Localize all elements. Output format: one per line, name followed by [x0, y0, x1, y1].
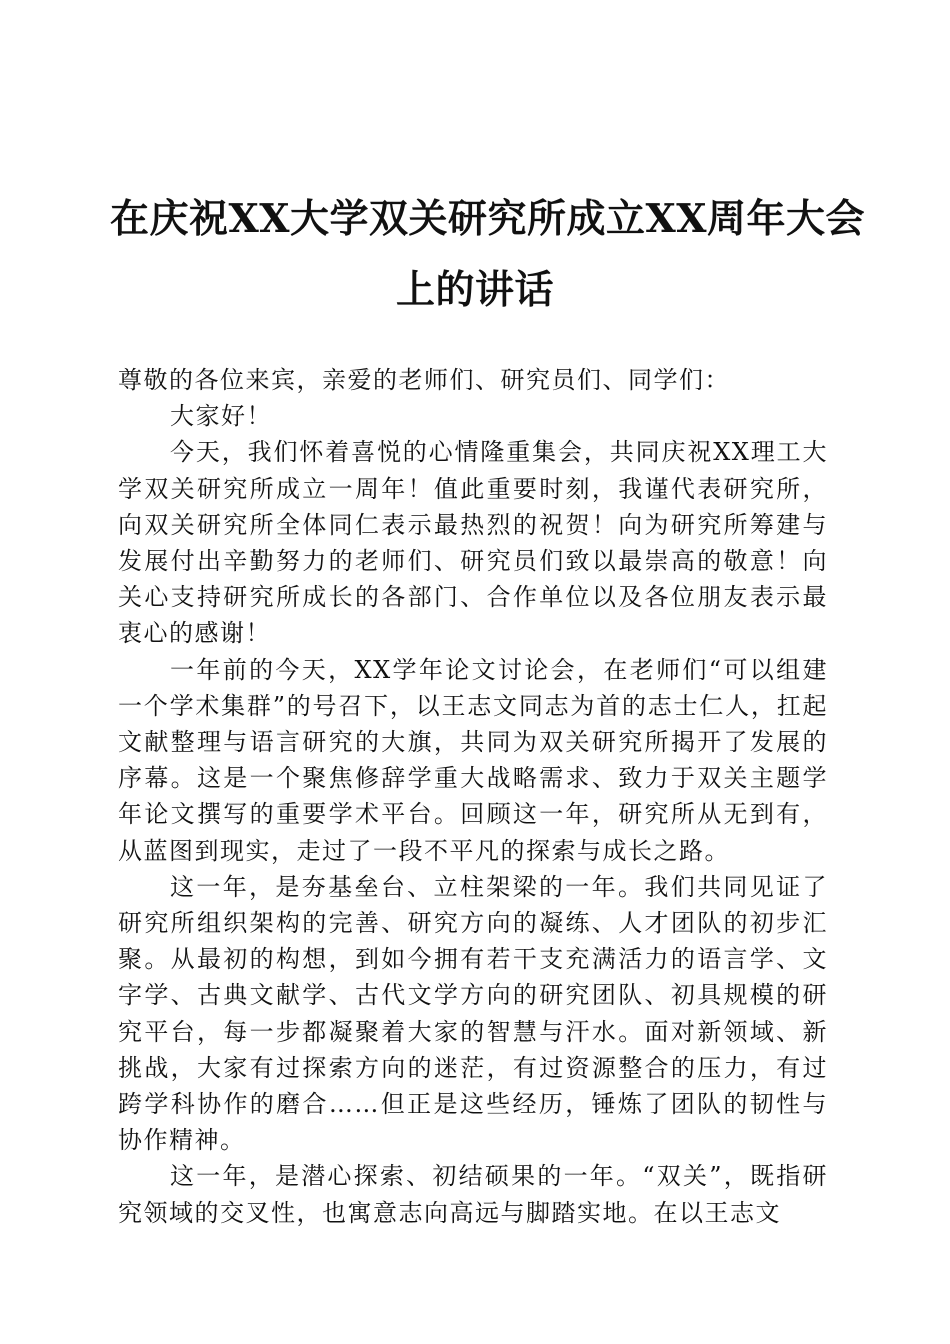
document-title-line-1: 在庆祝XX大学双关研究所成立XX周年大会 [110, 196, 866, 242]
salutation: 尊敬的各位来宾，亲爱的老师们、研究员们、同学们： [118, 366, 730, 394]
paragraph-founding: 一年前的今天，XX学年论文讨论会，在老师们“可以组建一个学术集群”的号召下，以王志文同志为首的志士仁人，扛起文献整理与语言研究的大旗，共同为双关研究所揭开了发展的序幕。这是一个聚焦修辞学重大战略需求、致力于双关主题学年论文撰写的重要学术平台。回顾这一年，研究所从无到有，从蓝图到现实，走过了一段不平凡的探索与成长之路。 [118, 655, 828, 865]
document-title-line-2: 上的讲话 [395, 267, 554, 313]
paragraph-celebration: 今天，我们怀着喜悦的心情隆重集会，共同庆祝XX理工大学双关研究所成立一周年！值此重要时刻，我谨代表研究所，向双关研究所全体同仁表示最热烈的祝贺！向为研究所筹建与发展付出辛勤努力的老师们、研究员们致以最崇高的敬意！向关心支持研究所成长的各部门、合作单位以及各位朋友表示最衷心的感谢！ [118, 438, 828, 648]
document-body [118, 362, 828, 1231]
paragraph-achievements: 这一年，是潜心探索、初结硕果的一年。“双关”，既指研究领域的交叉性，也寓意志向高远与脚踏实地。在以王志文 [118, 1162, 828, 1227]
paragraph-greeting: 大家好！ [170, 402, 272, 431]
paragraph-foundation-year: 这一年，是夯基垒台、立柱架梁的一年。我们共同见证了研究所组织架构的完善、研究方向的凝练、人才团队的初步汇聚。从最初的构想，到如今拥有若干支充满活力的语言学、文字学、古典文献学、古代文学方向的研究团队、初具规模的研究平台，每一步都凝聚着大家的智慧与汗水。面对新领域、新挑战，大家有过探索方向的迷茫，有过资源整合的压力，有过跨学科协作的磨合……但正是这些经历，锤炼了团队的韧性与协作精神。 [118, 872, 828, 1155]
